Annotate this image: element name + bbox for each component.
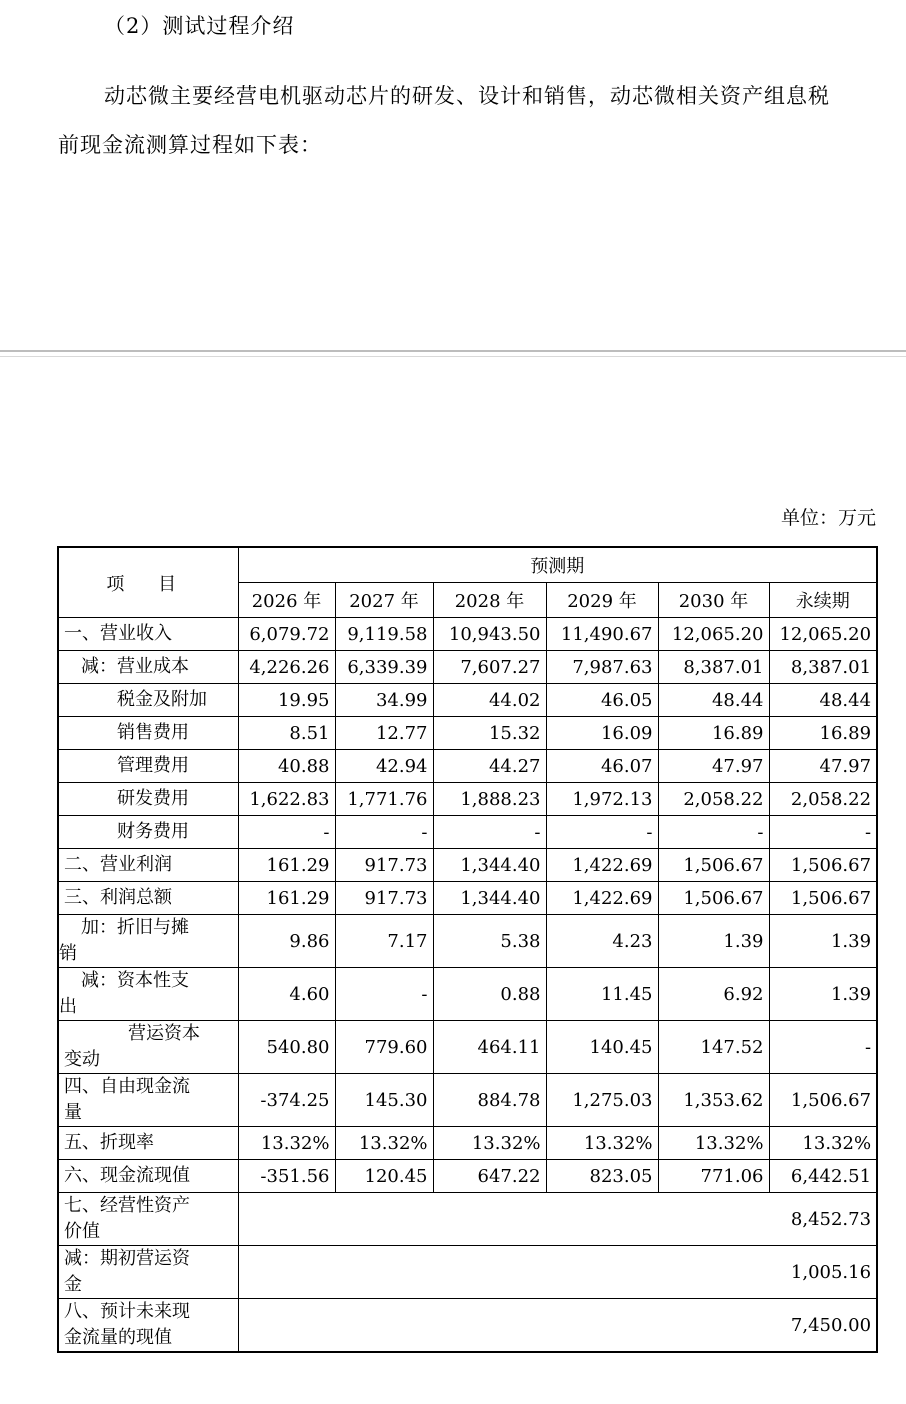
- table-cell: -374.25: [238, 1074, 335, 1127]
- table-row: [58, 849, 877, 882]
- table-row: [58, 1074, 877, 1127]
- table-cell: 1,422.69: [546, 882, 658, 915]
- table-cell: 4.23: [546, 915, 658, 968]
- table-cell: 48.44: [658, 684, 769, 717]
- row-label-line-1: 加：折旧与摊: [81, 917, 189, 938]
- row-label-line-1: 七、经营性资产: [64, 1195, 190, 1216]
- table-cell: 7,607.27: [433, 651, 546, 684]
- table-cell: 42.94: [335, 750, 433, 783]
- table-cell: -: [658, 816, 769, 849]
- row-label: 研发费用: [58, 783, 238, 816]
- table-cell: 917.73: [335, 882, 433, 915]
- table-cell: 4.60: [238, 968, 335, 1021]
- table-row: [58, 882, 877, 915]
- row-label-line-1: 四、自由现金流: [64, 1076, 190, 1097]
- table-cell: 8.51: [238, 717, 335, 750]
- row-label: 减：营业成本: [58, 651, 238, 684]
- row-label-line-1: 八、预计未来现: [64, 1301, 190, 1322]
- table-cell: 1,344.40: [433, 849, 546, 882]
- table-cell: -: [238, 816, 335, 849]
- table-cell: 647.22: [433, 1160, 546, 1193]
- summary-row: [58, 1246, 877, 1299]
- row-label-line-2: 价值: [64, 1221, 100, 1242]
- table-cell: 140.45: [546, 1021, 658, 1074]
- row-label: 二、营业利润: [58, 849, 238, 882]
- row-label-line-1: 减：期初营运资: [64, 1248, 190, 1269]
- table-row: [58, 783, 877, 816]
- row-label: [58, 1021, 238, 1074]
- table-cell: 47.97: [769, 750, 877, 783]
- year-header: 2027 年: [335, 583, 433, 618]
- table-cell: 884.78: [433, 1074, 546, 1127]
- year-header: 2029 年: [546, 583, 658, 618]
- table-cell: 2,058.22: [769, 783, 877, 816]
- table-cell: 16.89: [658, 717, 769, 750]
- row-label: [58, 1193, 238, 1246]
- table-cell: 1,506.67: [658, 849, 769, 882]
- table-cell: 13.32%: [658, 1127, 769, 1160]
- summary-row: [58, 1299, 877, 1353]
- table-cell: 9,119.58: [335, 618, 433, 651]
- table-row: [58, 968, 877, 1021]
- table-cell: 1,422.69: [546, 849, 658, 882]
- row-label: [58, 915, 238, 968]
- table-cell: 0.88: [433, 968, 546, 1021]
- table-cell: 1.39: [769, 968, 877, 1021]
- table-row: [58, 651, 877, 684]
- row-label-line-1: 减：资本性支: [81, 970, 189, 991]
- row-label: 管理费用: [58, 750, 238, 783]
- table-cell: 464.11: [433, 1021, 546, 1074]
- year-header: 2026 年: [238, 583, 335, 618]
- table-cell: 7.17: [335, 915, 433, 968]
- table-cell: 6.92: [658, 968, 769, 1021]
- table-cell: 917.73: [335, 849, 433, 882]
- unit-label: 单位：万元: [780, 507, 876, 529]
- table-cell: 40.88: [238, 750, 335, 783]
- table-cell: -: [769, 816, 877, 849]
- table-cell: 771.06: [658, 1160, 769, 1193]
- table-cell: -: [335, 968, 433, 1021]
- table-cell: 540.80: [238, 1021, 335, 1074]
- table-cell: 13.32%: [238, 1127, 335, 1160]
- year-header: 永续期: [769, 583, 877, 618]
- table-cell: 1,353.62: [658, 1074, 769, 1127]
- row-label: 税金及附加: [58, 684, 238, 717]
- table-cell: 48.44: [769, 684, 877, 717]
- table-row: [58, 915, 877, 968]
- table-cell: 7,987.63: [546, 651, 658, 684]
- table-cell: 12,065.20: [658, 618, 769, 651]
- table-cell: 13.32%: [769, 1127, 877, 1160]
- row-label-line-2: 销: [59, 943, 77, 964]
- table-cell: 1,771.76: [335, 783, 433, 816]
- row-label: [58, 1246, 238, 1299]
- table-cell: 161.29: [238, 882, 335, 915]
- intro-paragraph: [58, 72, 878, 170]
- table-cell: -: [433, 816, 546, 849]
- table-cell: -351.56: [238, 1160, 335, 1193]
- row-label-line-2: 变动: [64, 1049, 100, 1070]
- table-row: [58, 1160, 877, 1193]
- table-row: [58, 816, 877, 849]
- table-cell: 8,387.01: [769, 651, 877, 684]
- table-cell: 15.32: [433, 717, 546, 750]
- table-cell: 6,442.51: [769, 1160, 877, 1193]
- row-label: 三、利润总额: [58, 882, 238, 915]
- row-label: 销售费用: [58, 717, 238, 750]
- table-row: [58, 1127, 877, 1160]
- table-cell: -: [546, 816, 658, 849]
- row-label: 一、营业收入: [58, 618, 238, 651]
- table-row: [58, 750, 877, 783]
- table-cell: 1,622.83: [238, 783, 335, 816]
- table-cell: 13.32%: [433, 1127, 546, 1160]
- table-row: [58, 618, 877, 651]
- table-cell: 145.30: [335, 1074, 433, 1127]
- forecast-header: 预测期: [238, 547, 877, 583]
- table-cell: 2,058.22: [658, 783, 769, 816]
- table-cell: 1,275.03: [546, 1074, 658, 1127]
- row-label-line-2: 量: [64, 1102, 82, 1123]
- table-cell: 1,888.23: [433, 783, 546, 816]
- row-label-line-1: 营运资本: [128, 1023, 200, 1044]
- row-label: 财务费用: [58, 816, 238, 849]
- table-row: [58, 717, 877, 750]
- row-label-line-2: 金: [64, 1274, 82, 1295]
- summary-value: 7,450.00: [238, 1299, 877, 1353]
- table-cell: 1,506.67: [769, 882, 877, 915]
- table-cell: 12,065.20: [769, 618, 877, 651]
- summary-value: 8,452.73: [238, 1193, 877, 1246]
- table-cell: 120.45: [335, 1160, 433, 1193]
- table-cell: 47.97: [658, 750, 769, 783]
- table-cell: 11,490.67: [546, 618, 658, 651]
- table-cell: 1.39: [769, 915, 877, 968]
- table-cell: 44.02: [433, 684, 546, 717]
- year-header: 2028 年: [433, 583, 546, 618]
- table-cell: 147.52: [658, 1021, 769, 1074]
- row-label: [58, 1074, 238, 1127]
- table-cell: 779.60: [335, 1021, 433, 1074]
- table-cell: 46.07: [546, 750, 658, 783]
- year-header: 2030 年: [658, 583, 769, 618]
- row-label-line-2: 金流量的现值: [64, 1327, 172, 1348]
- row-label: 六、现金流现值: [58, 1160, 238, 1193]
- table-cell: 161.29: [238, 849, 335, 882]
- table-cell: 1.39: [658, 915, 769, 968]
- table-cell: 10,943.50: [433, 618, 546, 651]
- table-cell: 8,387.01: [658, 651, 769, 684]
- table-cell: -: [769, 1021, 877, 1074]
- table-cell: 46.05: [546, 684, 658, 717]
- paragraph-line-2: 前现金流测算过程如下表：: [58, 133, 322, 157]
- table-cell: 823.05: [546, 1160, 658, 1193]
- table-cell: 19.95: [238, 684, 335, 717]
- table-cell: 4,226.26: [238, 651, 335, 684]
- table-cell: 13.32%: [335, 1127, 433, 1160]
- table-cell: 34.99: [335, 684, 433, 717]
- table-cell: 1,506.67: [769, 849, 877, 882]
- table-cell: 6,339.39: [335, 651, 433, 684]
- cash-flow-table: [57, 546, 878, 1353]
- table-row: [58, 684, 877, 717]
- row-label: [58, 968, 238, 1021]
- table-cell: 5.38: [433, 915, 546, 968]
- page-divider: [0, 348, 906, 362]
- table-cell: 13.32%: [546, 1127, 658, 1160]
- row-label: [58, 1299, 238, 1353]
- table-cell: 6,079.72: [238, 618, 335, 651]
- section-heading: （2）测试过程介绍: [104, 14, 295, 38]
- row-label: 五、折现率: [58, 1127, 238, 1160]
- summary-value: 1,005.16: [238, 1246, 877, 1299]
- table-cell: 1,972.13: [546, 783, 658, 816]
- row-label-line-2: 出: [59, 996, 77, 1017]
- item-header: 项 目: [58, 547, 238, 618]
- table-cell: 16.09: [546, 717, 658, 750]
- table-cell: 1,506.67: [769, 1074, 877, 1127]
- table-cell: 44.27: [433, 750, 546, 783]
- table-cell: 16.89: [769, 717, 877, 750]
- paragraph-line-1: 动芯微主要经营电机驱动芯片的研发、设计和销售，动芯微相关资产组息税: [104, 84, 830, 108]
- summary-row: [58, 1193, 877, 1246]
- table-cell: 12.77: [335, 717, 433, 750]
- table-row: [58, 1021, 877, 1074]
- table-cell: -: [335, 816, 433, 849]
- table-cell: 1,344.40: [433, 882, 546, 915]
- table-cell: 9.86: [238, 915, 335, 968]
- table-cell: 1,506.67: [658, 882, 769, 915]
- table-cell: 11.45: [546, 968, 658, 1021]
